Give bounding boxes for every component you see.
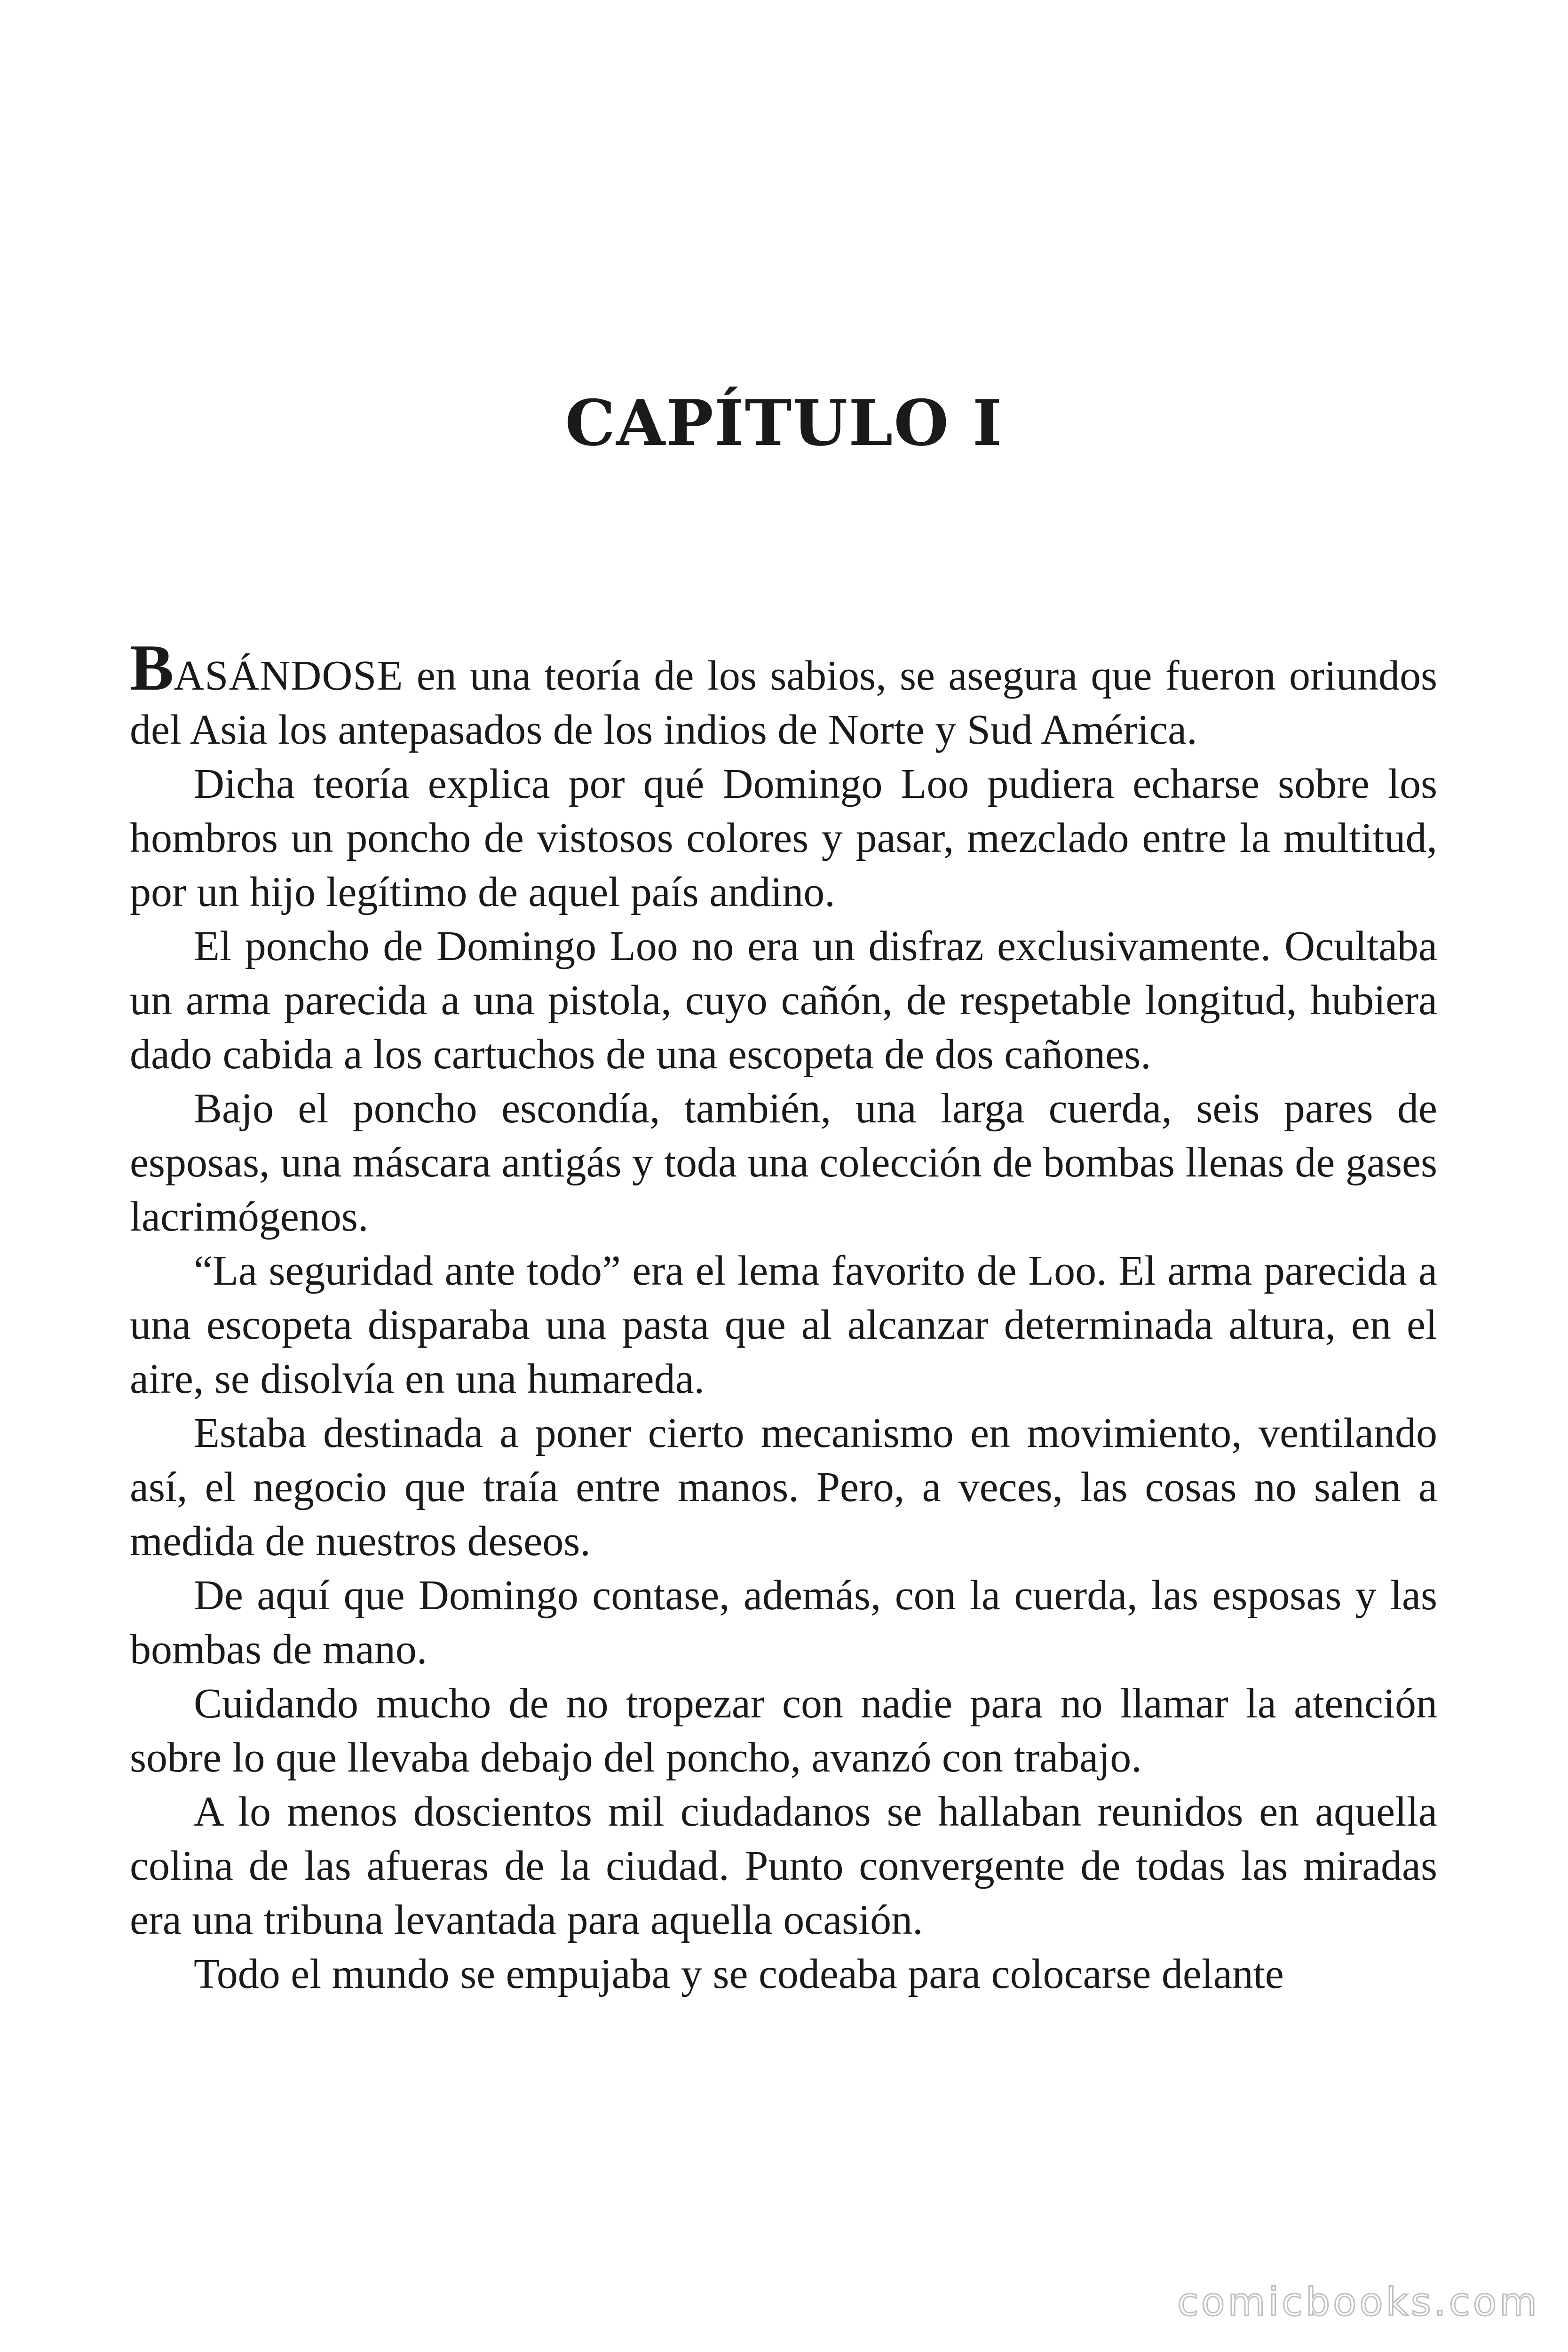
paragraph-7: De aquí que Domingo contase, además, con la cuerda, las esposas y las bombas de mano. <box>130 1572 1437 1673</box>
opening-word: ASÁNDOSE <box>174 652 404 699</box>
chapter-title: CAPÍTULO I <box>565 386 1003 460</box>
paragraph-5: “La seguridad ante todo” era el lema favorito de Loo. El arma parecida a una escopeta disparaba una pasta que al alcanzar determinada altura, en el aire, se disolvía en una humareda. <box>130 1248 1437 1402</box>
chapter-body <box>130 631 1437 2001</box>
paragraph-1 <box>130 631 1437 757</box>
watermark: comicbooks.com <box>1177 2280 1540 2325</box>
paragraph-4: Bajo el poncho escondía, también, una larga cuerda, seis pares de esposas, una máscara antigás y toda una colección de bombas llenas de gases lacrimógenos. <box>130 1085 1437 1240</box>
paragraph-1-text: en una teoría de los sabios, se asegura que fueron oriundos del Asia los antepasados de los indios de Norte y Sud América. <box>130 652 1437 753</box>
drop-cap: B <box>130 631 174 704</box>
paragraph-3: El poncho de Domingo Loo no era un disfraz exclusivamente. Ocultaba un arma parecida a una pistola, cuyo cañón, de respetable longitud, hubiera dado cabida a los cartuchos de una escopeta de dos cañones. <box>130 923 1437 1078</box>
paragraph-10: Todo el mundo se empujaba y se codeaba para colocarse delante <box>194 1951 1284 1997</box>
paragraph-9: A lo menos doscientos mil ciudadanos se hallaban reunidos en aquella colina de las afueras de la ciudad. Punto convergente de todas las miradas era una tribuna levantada para aquella ocasión. <box>130 1788 1437 1943</box>
paragraph-2: Dicha teoría explica por qué Domingo Loo pudiera echarse sobre los hombros un poncho de vistosos colores y pasar, mezclado entre la multitud, por un hijo legítimo de aquel país andino. <box>130 761 1437 915</box>
paragraph-8: Cuidando mucho de no tropezar con nadie para no llamar la atención sobre lo que llevaba debajo del poncho, avanzó con trabajo. <box>130 1680 1437 1781</box>
paragraph-6: Estaba destinada a poner cierto mecanismo en movimiento, ventilando así, el negocio que traía entre manos. Pero, a veces, las cosas no salen a medida de nuestros deseos. <box>130 1410 1437 1565</box>
